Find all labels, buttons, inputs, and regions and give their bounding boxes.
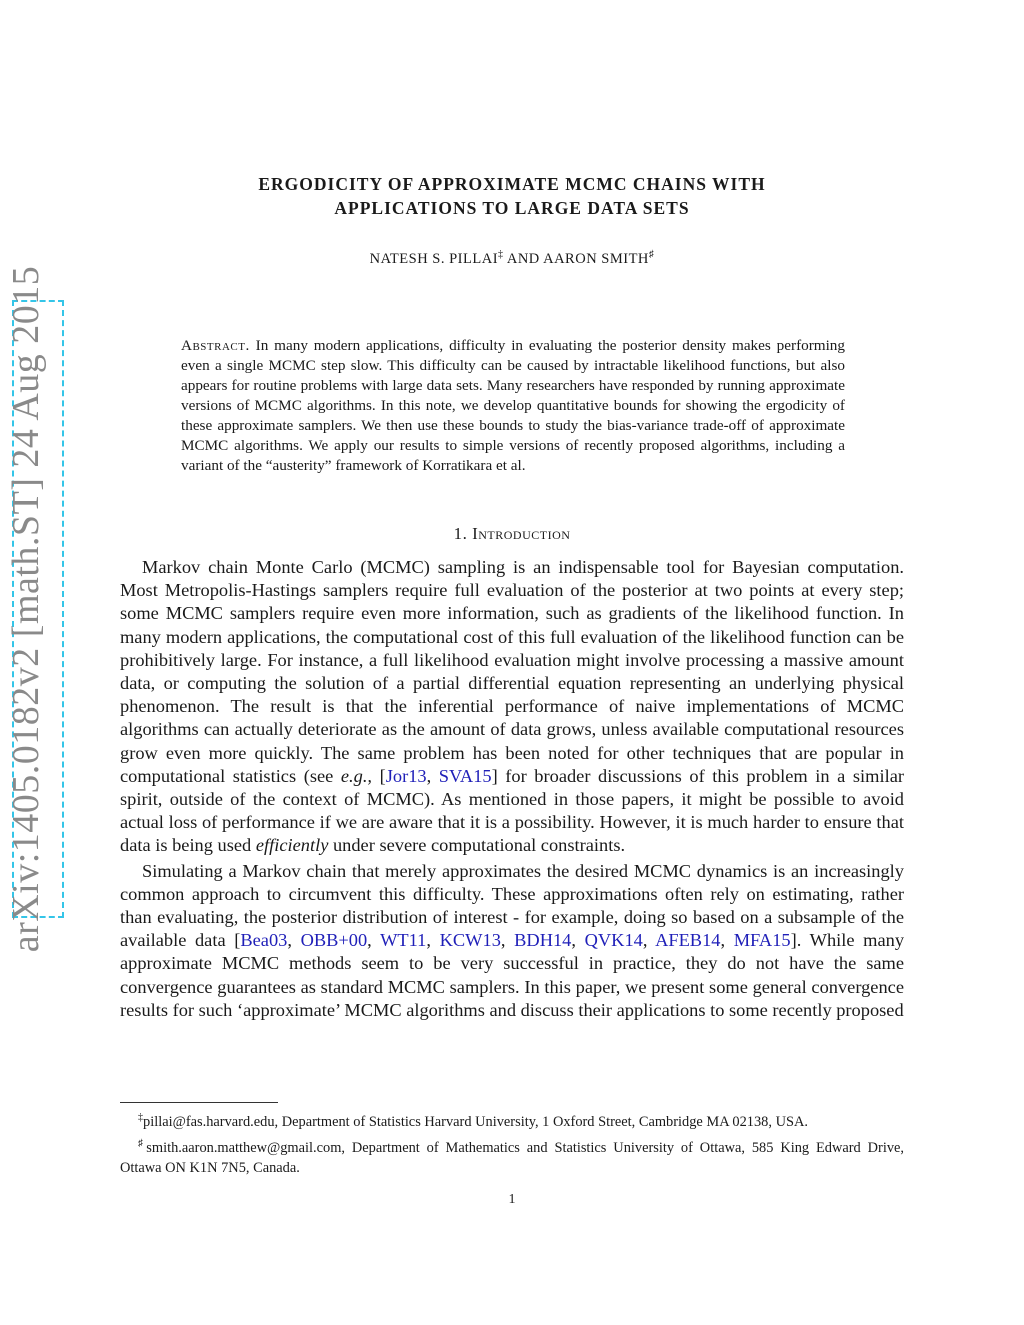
footnote-1-mark: ‡ [138, 1112, 143, 1123]
abstract-text: In many modern applications, difficulty in evaluating the posterior density makes performing even a single MCMC step slow. This difficulty can be caused by intractable likelihood functions, but also appears for routine problems with large data sets. Many researchers have responded by running approximate versions of MCMC algorithms. In this note, we develop quantitative bounds for showing the ergodicity of these approximate samplers. We then use these bounds to study the bias-variance trade-off of approximate MCMC algorithms. We apply our results to simple versions of recently proposed algorithms, including a variant of the “austerity” framework of Korratikara et al. [181, 337, 845, 474]
page-number: 1 [508, 1192, 516, 1207]
bracket-open: [ [372, 765, 386, 786]
footnote-2-text: smith.aaron.matthew@gmail.com, Department of Mathematics and Statistics University of Ottawa, 585 King Edward Drive, Ottawa ON K1N 7N5, Canada. [120, 1139, 904, 1176]
section-title: Introduction [472, 524, 571, 543]
citation-jor13[interactable]: Jor13 [385, 765, 427, 786]
author-connector: AND [503, 250, 544, 267]
citation-qvk14[interactable]: QVK14 [584, 930, 643, 951]
paragraph-2-text-2: ]. While many approximate MCMC methods seem to be very successful in practice, they do not have the same convergence guarantees as standard MCMC samplers. In this paper, we present some general convergence results for such ‘approximate’ MCMC algorithms and discuss their applications to some recently proposed [120, 930, 905, 1020]
citation-sep: , [720, 930, 734, 951]
paragraph-1-text-3: under severe computational constraints. [328, 835, 626, 856]
paragraph-2-text: Simulating a Markov chain that merely approximates the desired MCMC dynamics is an increasingly common approach to circumvent this difficulty. These approximations often rely on estimating, rather than evaluating, the posterior distribution of interest - for example, doing so based on a subsample of the available data [ [120, 860, 904, 951]
section-number: 1. [453, 524, 468, 543]
citation-sep: , [642, 930, 656, 951]
abstract [181, 336, 845, 476]
citation-sep: , [571, 930, 585, 951]
author-1-mark: ‡ [498, 249, 504, 260]
paragraph-1-text-2: ] for broader discussions of this problem in a similar spirit, outside of the context of MCMC). As mentioned in those papers, it might be possible to avoid actual loss of performance if we are aware that it is a possibility. However, it is much harder to ensure that data is being used [120, 765, 904, 856]
paragraph-1-text: Markov chain Monte Carlo (MCMC) sampling is an indispensable tool for Bayesian computation. Most Metropolis-Hastings samplers require full evaluation of the posterior at two points at every step; some MCMC samplers require even more information, such as gradients of the likelihood function. In many modern applications, the computational cost of this full evaluation of the likelihood function can be prohibitively large. For instance, a full likelihood evaluation might involve processing a massive amount data, or computing the solution of a partial differential equation representing an underlying physical phenomenon. The result is that the inferential performance of naive implementations of MCMC algorithms can actually deteriorate as the amount of data grows, unless available computational resources grow even more quickly. The same problem has been noted for other techniques that are popular in computational statistics (see [120, 557, 904, 786]
citation-sep: , [367, 930, 381, 951]
author-2-mark: ♯ [648, 249, 655, 260]
paragraph-2 [120, 860, 904, 1022]
body-text [120, 556, 904, 1022]
author-2: AARON SMITH [543, 250, 649, 267]
paper-title [120, 172, 904, 220]
footnote-2-mark: ♯ [138, 1137, 147, 1149]
footnote-1 [120, 1108, 904, 1132]
abstract-label: Abstract. [181, 337, 250, 354]
citation-afeb14[interactable]: AFEB14 [655, 930, 721, 951]
citation-sva15[interactable]: SVA15 [438, 765, 492, 786]
citation-wt11[interactable]: WT11 [380, 930, 427, 951]
citation-sep: , [426, 930, 440, 951]
citation-sep: , [426, 765, 439, 786]
footnote-divider [120, 1102, 278, 1103]
eg-abbrev: e.g., [340, 765, 373, 786]
emphasis-efficiently: efficiently [255, 835, 329, 856]
citation-bea03[interactable]: Bea03 [240, 930, 288, 951]
title-line-2: APPLICATIONS TO LARGE DATA SETS [334, 198, 690, 218]
title-line-1: ERGODICITY OF APPROXIMATE MCMC CHAINS WITH [258, 174, 766, 194]
citation-kcw13[interactable]: KCW13 [439, 930, 501, 951]
citation-mfa15[interactable]: MFA15 [733, 930, 791, 951]
footnote-1-text: pillai@fas.harvard.edu, Department of Statistics Harvard University, 1 Oxford Street, Cambridge MA 02138, USA. [143, 1113, 808, 1130]
section-heading [120, 524, 904, 544]
citation-obb00[interactable]: OBB+00 [300, 930, 368, 951]
paragraph-1 [120, 556, 904, 858]
footnotes [120, 1108, 904, 1180]
footnote-2 [120, 1134, 904, 1178]
author-1: NATESH S. PILLAI [369, 250, 499, 267]
citation-sep: , [287, 930, 301, 951]
citation-sep: , [500, 930, 515, 951]
arxiv-identifier[interactable]: arXiv:1405.0182v2 [math.ST] 24 Aug 2015 [5, 265, 47, 953]
citation-bdh14[interactable]: BDH14 [514, 930, 572, 951]
author-list [120, 249, 904, 268]
